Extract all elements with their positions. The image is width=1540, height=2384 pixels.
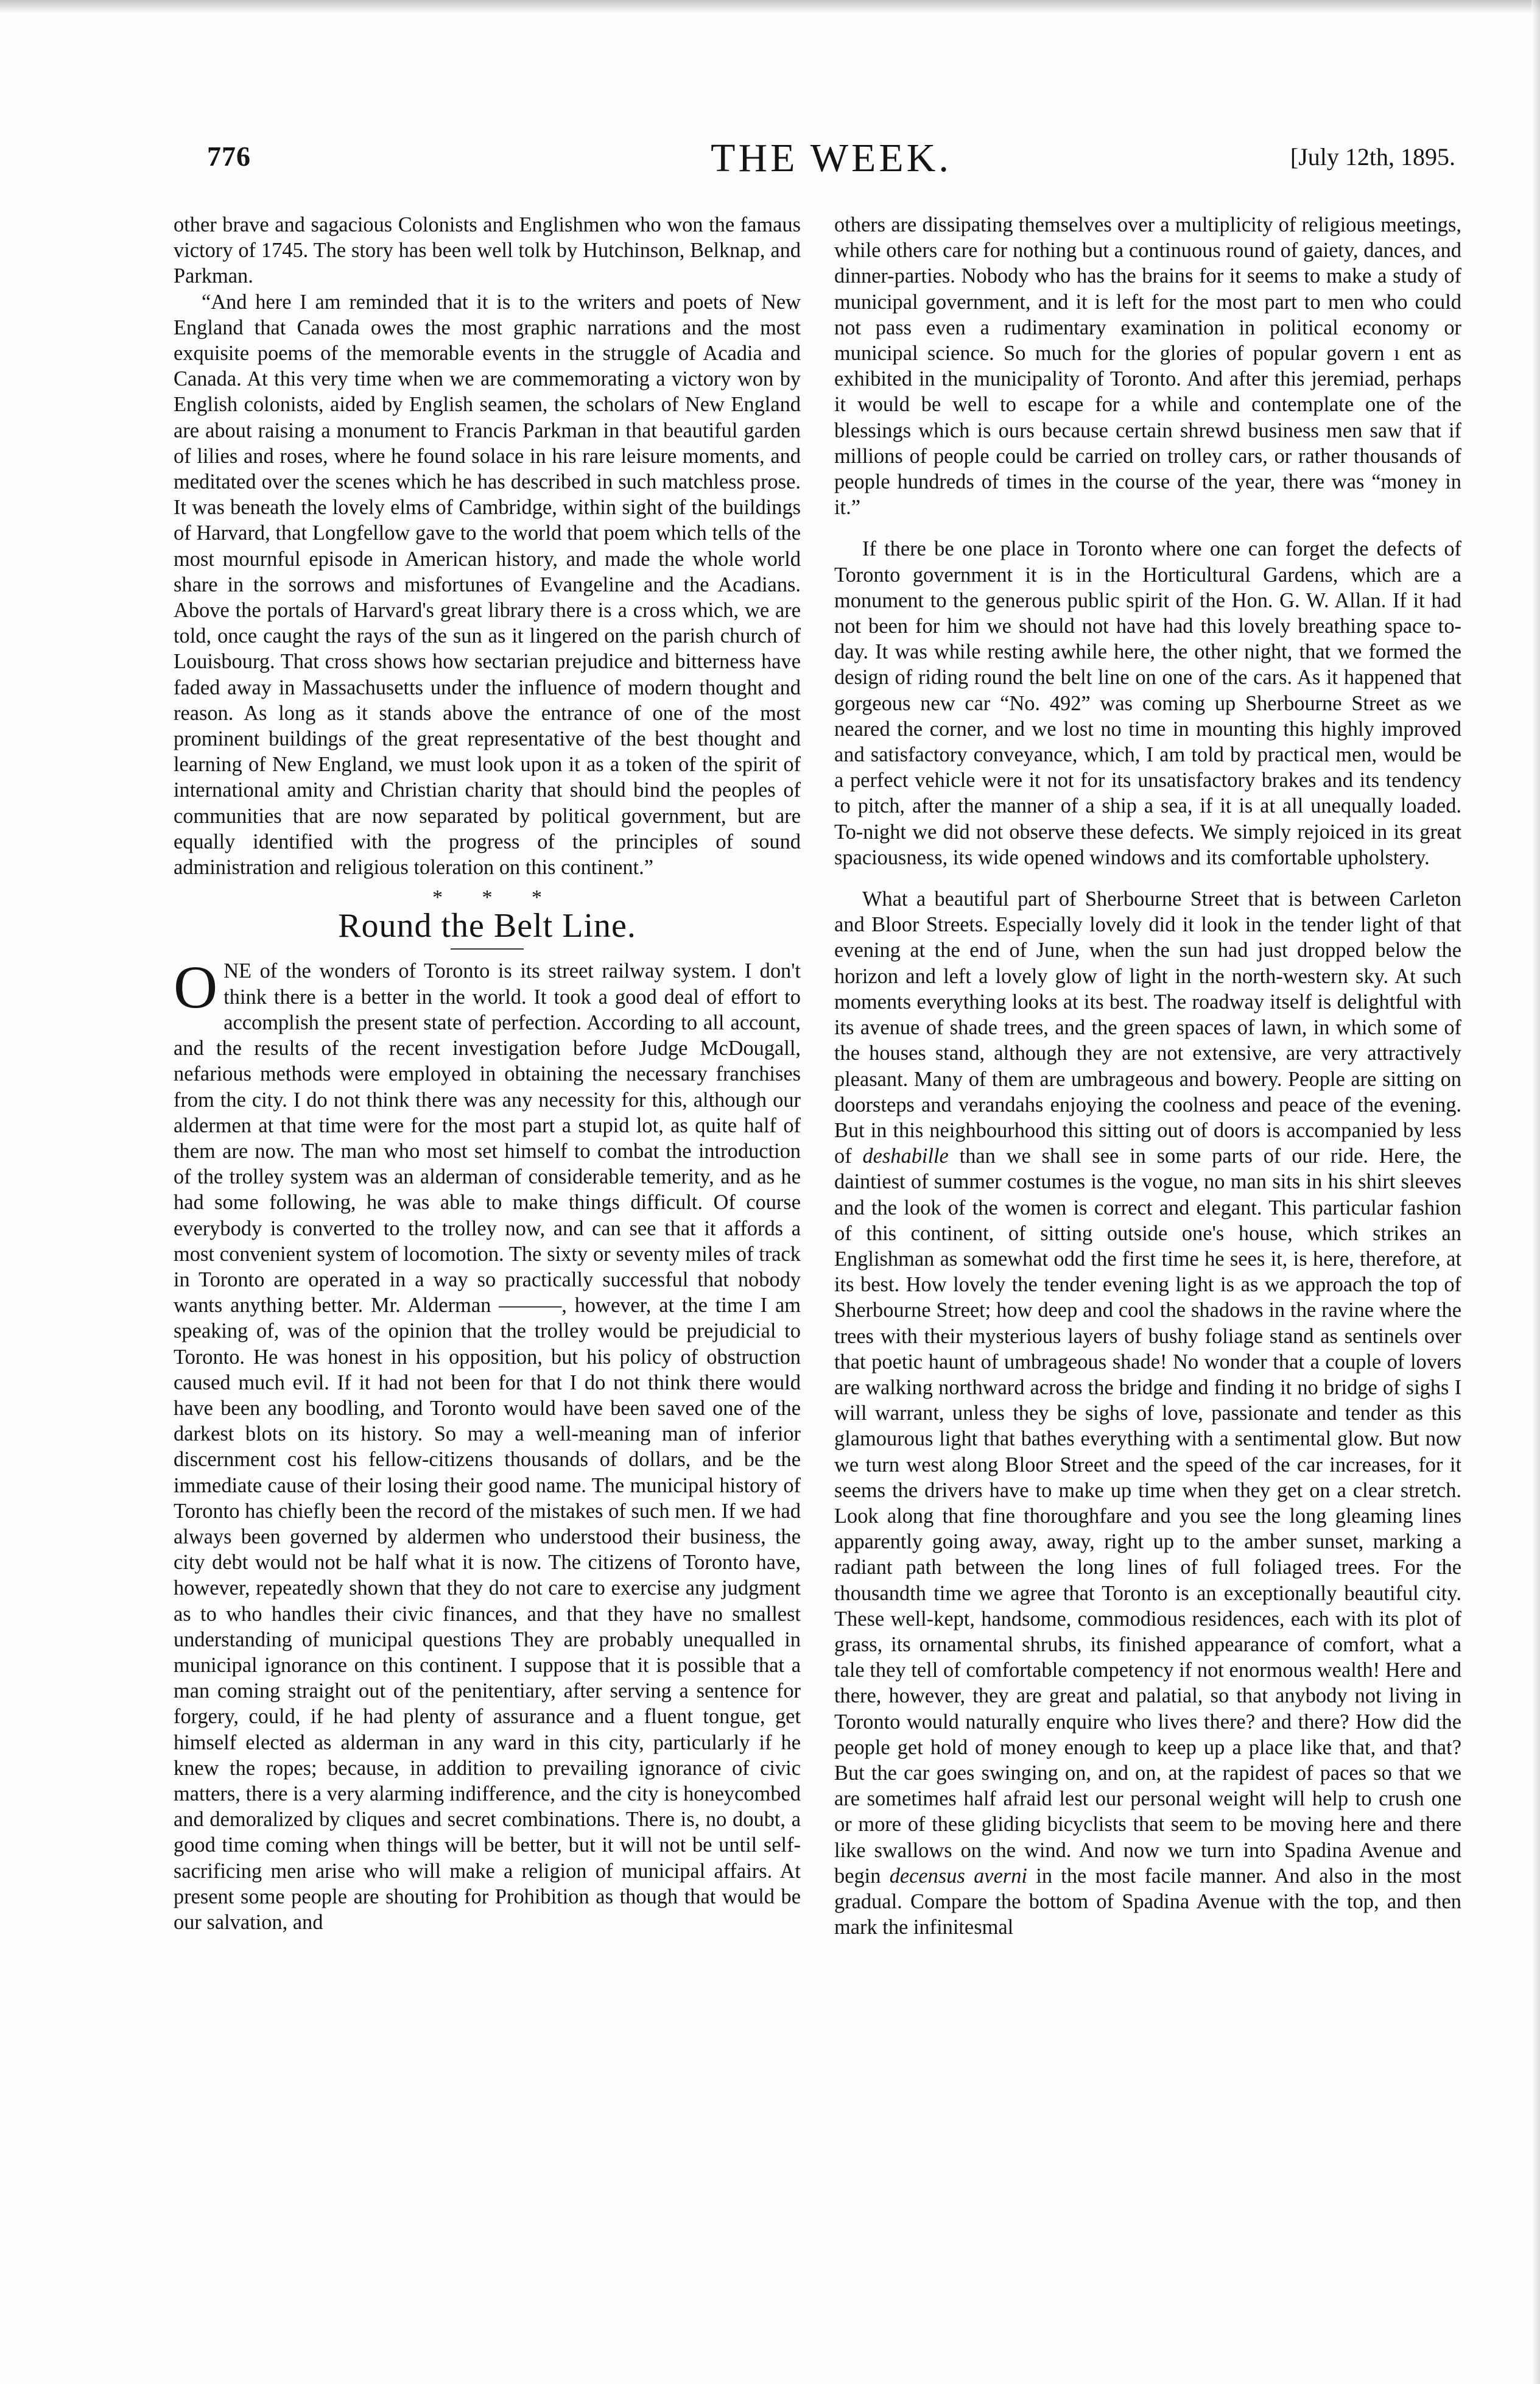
paragraph-text: in the most facile manner. And also in the most gradual. Compare the bottom of Spadina Avenue with the top, and then mark the infinitesmal [834, 1864, 1461, 1939]
italic-term: decensus averni [889, 1864, 1027, 1888]
paragraph: If there be one place in Toronto where one can forget the defects of Toronto government it is in the Horticultural Gardens, which are a monument to the generous public spirit of the Hon. G. W. Allan. If it had not been for him we should not have had this lovely breathing space to-day. It was while resting awhile here, the other night, that we formed the design of riding round the belt line on one of the cars. As it happened that gorgeous new car “No. 492” was coming up Sherbourne Street as we neared the corner, and we lost no time in mounting this highly improved and satisfactory conveyance, which, I am told by practical men, would be a perfect vehicle were it not for its unsatisfactory brakes and its tendency to pitch, after the manner of a ship a sea, if it is at all unequally loaded. To-night we did not observe these defects. We simply rejoiced in its great spaciousness, its wide opened windows and its comfortable upholstery. [834, 537, 1461, 869]
paragraph: other brave and sagacious Colonists and Englishmen who won the famaus victory of 1745. The story has been well tolk by Hutchinson, Belknap, and Parkman. [174, 213, 801, 288]
page-header [207, 135, 1455, 184]
paragraph-text: than we shall see in some parts of our ride. Here, the daintiest of summer costumes is the vogue, no man sits in his shirt sleeves and the look of the women is correct and elegant. This particular fashion of this continent, of sitting outside one's house, which strikes an Englishman as somewhat odd the first time he sees it, is here, therefore, at its best. How lovely the tender evening light is as we approach the top of Sherbourne Street; how deep and cool the shadows in the ravine where the trees with their mysterious layers of bushy foliage stand as sentinels over that poetic haunt of umbrageous shade! No wonder that a couple of lovers are walking northward across the bridge and finding it no bridge of sighs I will warrant, unless they be sighs of love, passionate and tender as this glamourous light that bathes everything with a sentimental glow. But now we turn west along Bloor Street and the speed of the car increases, for it seems the drivers have to make up time when they get on a clear stretch. Look along that fine thoroughfare and you see the long gleaming lines apparently going away, away, right up to the amber sunset, marking a radiant path between the long lines of full foliaged trees. For the thousandth time we agree that Toronto is an exceptionally beautiful city. These well-kept, handsome, commodious residences, each with its plot of grass, its ornamental shrubs, its finished appearance of comfort, what a tale they tell of comfortable competency if not enormous wealth! Here and there, however, they are great and palatial, so that anybody not living in Toronto would naturally enquire who lives there? and there? How did the people get hold of money enough to keep up a place like that, and that? But the car goes swinging on, and on, at the rapidest of paces so that we are sometimes half afraid lest our personal weight will help to crush one or more of these gliding bicyclists that seem to be moving here and there like swallows on the wind. And now we turn into Spadina Avenue and begin [834, 1144, 1461, 1888]
section-divider-stars: * * * [432, 886, 559, 909]
drop-cap: O [174, 953, 218, 1021]
page-number: 776 [207, 141, 251, 172]
section-title: Round the Belt Line. [338, 907, 636, 945]
paragraph [834, 886, 1461, 1940]
paragraph [174, 953, 801, 1935]
paragraph-text: NE of the wonders of Toronto is its street railway system. I don't think there is a better in the world. It took a good deal of effort to accomplish the present state of perfection. According to all account, and the results of the recent investigation before Judge McDougall, nefarious methods were employed in obtaining the necessary franchises from the city. I do not think there was any necessity for this, although our aldermen at that time were for the most part a stupid lot, as quite half of them are now. The man who most set himself to combat the introduction of the trolley system was an alderman of considerable temerity, and as he had some following, he was able to make things difficult. Of course everybody is converted to the trolley now, and can see that it affords a most convenient system of locomotion. The sixty or seventy miles of track in Toronto are operated in a way so practically successful that nobody wants anything better. Mr. Alderman ———, however, at the time I am speaking of, was of the opinion that the trolley would be prejudicial to Toronto. He was honest in his opposition, but his policy of obstruction caused much evil. If it had not been for that I do not think there would have been any boodling, and Toronto would have been saved one of the darkest blots on its history. So may a well-meaning man of inferior discernment cost his fellow-citizens thousands of dollars, and be the immediate cause of their losing their good name. The municipal history of Toronto has chiefly been the record of the mistakes of such men. If we had always been governed by aldermen who understood their business, the city debt would not be half what it is now. The citizens of Toronto have, however, repeatedly shown that they do not care to exercise any judgment as to who handles their civic finances, and that they have no smallest understanding of municipal questions They are probably unequalled in municipal ignorance on this continent. I suppose that it is possible that a man coming straight out of the penitentiary, after serving a sentence for forgery, could, if he had plenty of assurance and a fluent tongue, get himself elected as alderman in any ward in this city, particularly if he knew the ropes; because, in addition to prevailing ignorance of civic matters, there is a very alarming indifference, and the city is honeycombed and demoralized by cliques and secret combinations. There is, no doubt, a good time coming when things will be better, but it will not be until self-sacrificing men arise who will make a religion of municipal affairs. At present some people are shouting for Prohibition as though that would be our salvation, and [174, 959, 801, 1934]
paragraph-text: What a beautiful part of Sherbourne Street that is between Carleton and Bloor Streets. Especially lovely did it look in the tender light of that evening at the end of June, when the sun had just dropped below the horizon and left a lovely glow of light in the north-western sky. At such moments everything looks at its best. The roadway itself is delightful with its avenue of shade trees, and the green spaces of lawn, in which some of the houses stand, although they are not extensive, are very attractively pleasant. Many of them are umbrageous and bowery. People are sitting on doorsteps and verandahs enjoying the coolness and peace of the evening. But in this neighbourhood this sitting out of doors is accompanied by less of [834, 887, 1461, 1168]
page-edge-shadow [0, 0, 1540, 13]
journal-title: THE WEEK. [711, 136, 952, 180]
title-rule [451, 948, 524, 950]
left-column [174, 212, 801, 1935]
paragraph: “And here I am reminded that it is to the writers and poets of New England that Canada owes the most graphic narrations and the most exquisite poems of the memorable events in the struggle of Acadia and Canada. At this very time when we are commemorating a victory won by English colonists, aided by English seamen, the scholars of New England are about raising a monument to Francis Parkman in that beautiful garden of lilies and roses, where he found solace in his rare leisure moments, and meditated over the scenes which he has described in such matchless prose. It was beneath the lovely elms of Cambridge, within sight of the buildings of Harvard, that Longfellow gave to the world that poem which tells of the most mournful episode in American history, and made the whole world share in the sorrows and misfortunes of Evangeline and the Acadians. Above the portals of Harvard's great library there is a cross which, we are told, once caught the rays of the sun as it lingered on the parish church of Louisbourg. That cross shows how sectarian prejudice and bitterness have faded away in Massachusetts under the influence of modern thought and reason. As long as it stands above the entrance of one of the most prominent buildings of the great representative of the best thought and learning of New England, we must look upon it as a token of the spirit of international amity and Christian charity that should bind the peoples of communities that are now separated by political government, but are equally identified with the progress of the principles of sound administration and religious toleration on this continent.” [174, 290, 801, 880]
paragraph: others are dissipating themselves over a multiplicity of religious meetings, while others care for nothing but a continuous round of gaiety, dances, and dinner-parties. Nobody who has the brains for it seems to make a study of municipal government, and it is left for the most part to men who could not pass even a rudimentary examination in political economy or municipal science. So much for the glories of popular govern ı ent as exhibited in the municipality of Toronto. And after this jeremiad, perhaps it would be well to escape for a while and contemplate one of the blessings which is ours because certain shrewd business men saw that if millions of people could be carried on trolley cars, or rather thousands of people hundreds of times in the course of the year, there was “money in it.” [834, 213, 1461, 520]
italic-term: deshabille [862, 1144, 949, 1168]
right-column [834, 212, 1461, 1940]
issue-date: [July 12th, 1895. [1290, 143, 1455, 171]
page-edge-shadow-right [1531, 0, 1540, 2384]
